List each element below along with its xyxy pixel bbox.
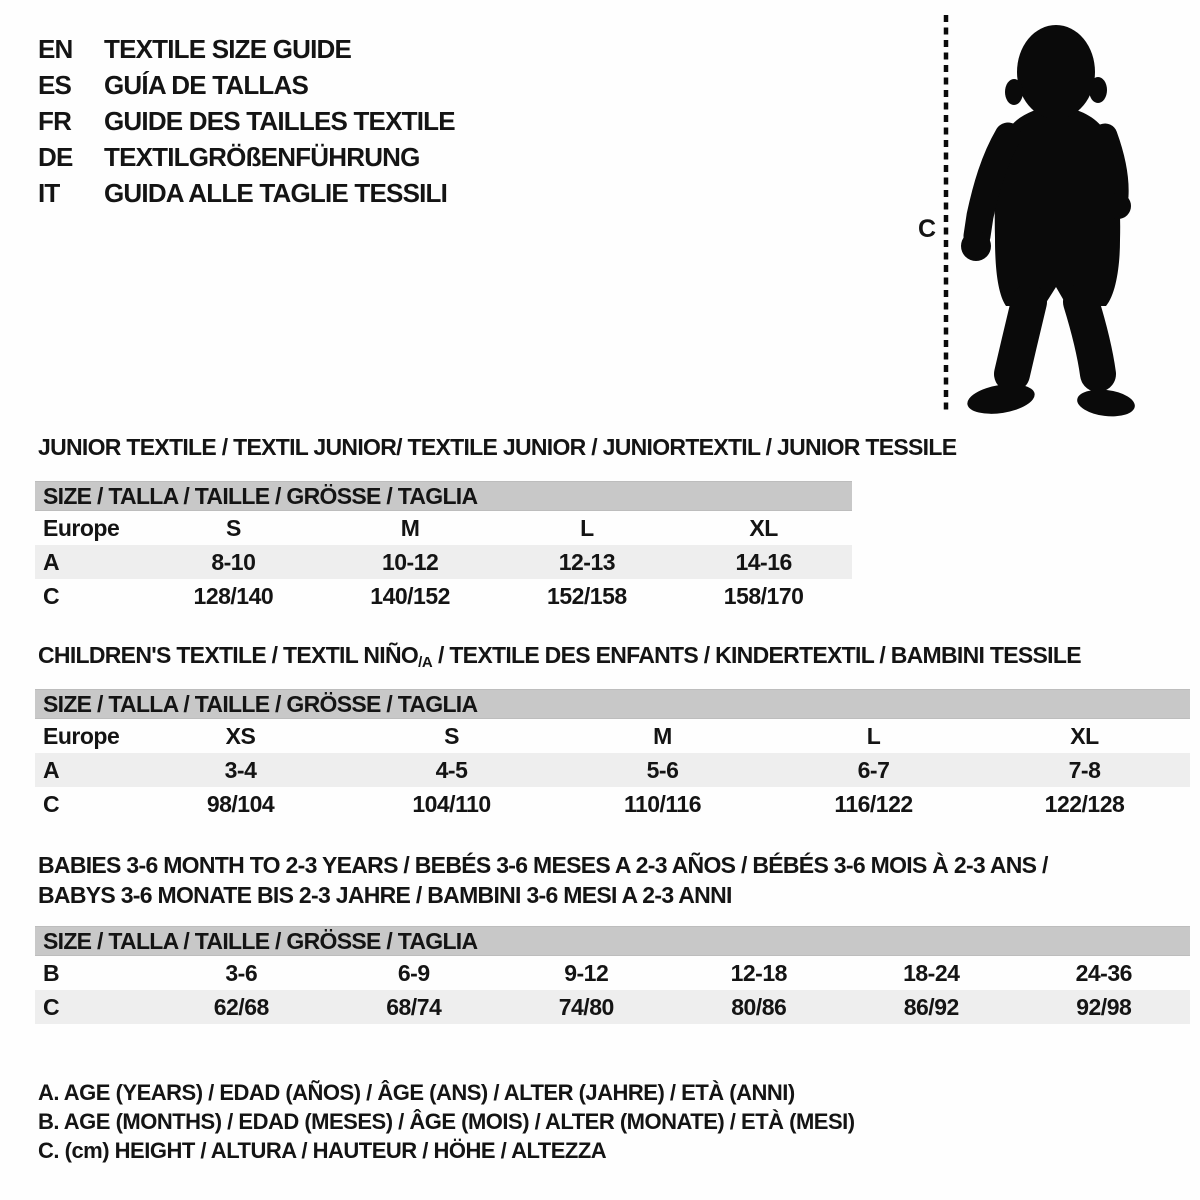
value-cell: 18-24 bbox=[903, 959, 960, 986]
value-cell: 4-5 bbox=[435, 756, 468, 783]
value-cell: M bbox=[653, 722, 672, 749]
row-label-cell: C bbox=[43, 993, 60, 1020]
language-title: GUIDE DES TAILLES TEXTILE bbox=[104, 105, 455, 136]
table-row bbox=[35, 990, 1190, 1024]
row-label-cell: Europe bbox=[43, 514, 120, 541]
table-row bbox=[35, 719, 1190, 753]
toddler-body bbox=[961, 25, 1136, 419]
value-cell: 8-10 bbox=[211, 548, 256, 575]
legend-line: C. (cm) HEIGHT / ALTURA / HAUTEUR / HÖHE / ALTEZZA bbox=[38, 1138, 607, 1163]
language-row bbox=[38, 175, 455, 211]
value-cell: 3-4 bbox=[224, 756, 257, 783]
toddler-silhouette bbox=[898, 8, 1160, 420]
section-title-babies-line1: BABIES 3-6 MONTH TO 2-3 YEARS / BEBÉS 3-6 MESES A 2-3 AÑOS / BÉBÉS 3-6 MOIS À 2-3 ANS / bbox=[38, 852, 1048, 878]
children-title-main: CHILDREN'S TEXTILE / TEXTIL NIÑO bbox=[38, 642, 419, 668]
row-label-cell: A bbox=[43, 548, 60, 575]
value-cell: 98/104 bbox=[206, 790, 275, 817]
table-row bbox=[35, 956, 1190, 990]
value-cell: 116/122 bbox=[834, 790, 913, 817]
language-code: FR bbox=[38, 105, 72, 136]
language-row bbox=[38, 103, 455, 139]
language-code: DE bbox=[38, 141, 73, 172]
section-title-children bbox=[38, 642, 1081, 671]
section-title-babies-line2: BABYS 3-6 MONATE BIS 2-3 JAHRE / BAMBINI 3-6 MESI A 2-3 ANNI bbox=[38, 882, 732, 908]
language-title: TEXTILE SIZE GUIDE bbox=[104, 33, 352, 64]
row-label-cell: A bbox=[43, 756, 60, 783]
value-cell: XL bbox=[1070, 722, 1099, 749]
table-row bbox=[35, 511, 852, 545]
size-header-bar: SIZE / TALLA / TAILLE / GRÖSSE / TAGLIA bbox=[35, 689, 1190, 719]
table-row bbox=[35, 579, 852, 613]
language-row bbox=[38, 67, 455, 103]
value-cell: XS bbox=[225, 722, 256, 749]
value-cell: 92/98 bbox=[1076, 993, 1132, 1020]
value-cell: 104/110 bbox=[412, 790, 491, 817]
value-cell: L bbox=[580, 514, 594, 541]
value-cell: 128/140 bbox=[193, 582, 274, 609]
measure-legend bbox=[38, 1078, 855, 1165]
language-title: GUIDA ALLE TAGLIE TESSILI bbox=[104, 177, 448, 208]
value-cell: 6-7 bbox=[857, 756, 890, 783]
row-label-cell: B bbox=[43, 959, 60, 986]
value-cell: 10-12 bbox=[381, 548, 439, 575]
language-code: ES bbox=[38, 69, 72, 100]
section-title-junior: JUNIOR TEXTILE / TEXTIL JUNIOR/ TEXTILE JUNIOR / JUNIORTEXTIL / JUNIOR TESSILE bbox=[38, 434, 957, 460]
size-header-bar: SIZE / TALLA / TAILLE / GRÖSSE / TAGLIA bbox=[35, 481, 852, 511]
value-cell: 152/158 bbox=[547, 582, 627, 609]
language-title: TEXTILGRÖßENFÜHRUNG bbox=[104, 141, 420, 172]
value-cell: 3-6 bbox=[225, 959, 258, 986]
value-cell: 7-8 bbox=[1068, 756, 1101, 783]
row-label-cell: C bbox=[43, 582, 60, 609]
row-label-cell: Europe bbox=[43, 722, 120, 749]
value-cell: M bbox=[400, 514, 420, 541]
children-size-table bbox=[35, 689, 1190, 821]
value-cell: 74/80 bbox=[558, 993, 614, 1020]
value-cell: S bbox=[444, 722, 459, 749]
value-cell: 6-9 bbox=[397, 959, 430, 986]
value-cell: 140/152 bbox=[370, 582, 450, 609]
value-cell: 5-6 bbox=[646, 756, 679, 783]
value-cell: S bbox=[225, 514, 241, 541]
value-cell: 62/68 bbox=[213, 993, 269, 1020]
value-cell: 110/116 bbox=[623, 790, 702, 817]
children-title-rest: / TEXTILE DES ENFANTS / KINDERTEXTIL / BAMBINI TESSILE bbox=[432, 642, 1081, 668]
language-guide bbox=[38, 31, 455, 211]
language-row bbox=[38, 139, 455, 175]
value-cell: 68/74 bbox=[386, 993, 442, 1020]
language-code: IT bbox=[38, 177, 60, 208]
value-cell: 12-13 bbox=[558, 548, 616, 575]
row-label-cell: C bbox=[43, 790, 60, 817]
value-cell: 122/128 bbox=[1044, 790, 1125, 817]
language-row bbox=[38, 31, 455, 67]
value-cell: 12-18 bbox=[730, 959, 787, 986]
legend-line: B. AGE (MONTHS) / EDAD (MESES) / ÂGE (MOIS) / ALTER (MONATE) / ETÀ (MESI) bbox=[38, 1109, 855, 1134]
legend-line: A. AGE (YEARS) / EDAD (AÑOS) / ÂGE (ANS) / ALTER (JAHRE) / ETÀ (ANNI) bbox=[38, 1080, 795, 1105]
height-measure-label: C bbox=[918, 215, 937, 243]
value-cell: L bbox=[866, 722, 881, 749]
babies-size-table bbox=[35, 926, 1190, 1024]
value-cell: 24-36 bbox=[1075, 959, 1132, 986]
table-row bbox=[35, 545, 852, 579]
value-cell: 9-12 bbox=[564, 959, 609, 986]
language-code: EN bbox=[38, 33, 73, 64]
size-header-bar: SIZE / TALLA / TAILLE / GRÖSSE / TAGLIA bbox=[35, 926, 1190, 956]
language-title: GUÍA DE TALLAS bbox=[104, 69, 309, 100]
table-row bbox=[35, 753, 1190, 787]
value-cell: 86/92 bbox=[903, 993, 959, 1020]
value-cell: 80/86 bbox=[731, 993, 787, 1020]
children-title-sub: /A bbox=[418, 654, 433, 671]
table-row bbox=[35, 787, 1190, 821]
value-cell: 158/170 bbox=[723, 582, 804, 609]
value-cell: 14-16 bbox=[735, 548, 792, 575]
junior-size-table bbox=[35, 481, 852, 613]
value-cell: XL bbox=[749, 514, 778, 541]
